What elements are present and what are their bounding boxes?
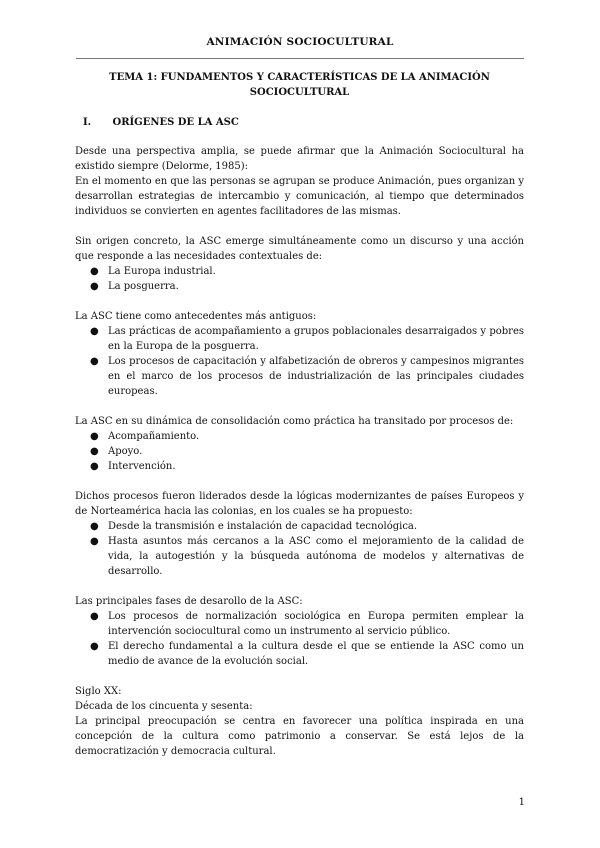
running-header: ANIMACIÓN SOCIOCULTURAL (206, 36, 394, 48)
paragraph: Sin origen concreto, la ASC emerge simultáneamente como un discurso y una acción que responde a las necesidades contextuales de: (75, 236, 524, 262)
document-body (75, 70, 524, 759)
list-item: ● Intervención. (90, 461, 176, 472)
list-item: ● Apoyo. (90, 446, 143, 457)
list-item: ● La Europa industrial. (90, 266, 216, 277)
paragraph: La ASC tiene como antecedentes más antiguos: (75, 311, 317, 322)
list-item: ● Hasta asuntos más cercanos a la ASC como el mejoramiento de la calidad de vida, la autogestión y la búsqueda autónoma de modelos y alternativas de desarrollo. (90, 536, 524, 577)
header-divider (76, 58, 524, 59)
bullet-list (75, 264, 524, 294)
bullet-list (75, 609, 524, 669)
page-number: 1 (518, 797, 525, 808)
section-number: I. (83, 117, 92, 128)
bullet-icon: ● (90, 431, 99, 442)
bullet-list (75, 519, 524, 579)
bullet-icon: ● (90, 461, 99, 472)
bullet-list (75, 324, 524, 399)
bullet-icon: ● (90, 326, 99, 337)
bullet-icon: ● (90, 521, 99, 532)
list-item: ● Los procesos de normalización sociológica en Europa permiten emplear la intervención sociocultural como un instrumento al servicio público. (90, 611, 524, 637)
paragraph: Década de los cincuenta y sesenta: (75, 701, 253, 712)
list-item: ● Acompañamiento. (90, 431, 200, 442)
bullet-icon: ● (90, 611, 99, 622)
paragraph: En el momento en que las personas se agrupan se produce Animación, pues organizan y desarrollan estrategias de intercambio y comunicación, al tiempo que determinados individuos se convierten en agentes facilitadores de las mismas. (75, 176, 524, 217)
bullet-icon: ● (90, 536, 99, 547)
bullet-icon: ● (90, 641, 99, 652)
paragraph: Siglo XX: (75, 686, 122, 697)
bullet-icon: ● (90, 356, 99, 367)
bullet-icon: ● (90, 266, 99, 277)
paragraph: Las principales fases de desarollo de la ASC: (75, 596, 303, 607)
paragraph: Desde una perspectiva amplia, se puede afirmar que la Animación Sociocultural ha existido siempre (Delorme, 1985): (75, 146, 524, 172)
list-item: ● Desde la transmisión e instalación de capacidad tecnológica. (90, 521, 418, 532)
paragraph: La ASC en su dinámica de consolidación como práctica ha transitado por procesos de: (75, 416, 514, 427)
list-item: ● La posguerra. (90, 281, 179, 292)
section-heading (75, 115, 524, 130)
chapter-title: TEMA 1: FUNDAMENTOS Y CARACTERÍSTICAS DE LA ANIMACIÓN SOCIOCULTURAL (109, 72, 490, 98)
list-item: ● El derecho fundamental a la cultura desde el que se entiende la ASC como un medio de avance de la evolución social. (90, 641, 524, 667)
bullet-list (75, 429, 524, 474)
bullet-icon: ● (90, 281, 99, 292)
paragraph: La principal preocupación se centra en favorecer una política inspirada en una concepción de la cultura como patrimonio a conservar. Se está lejos de la democratización y democracia cultural. (75, 716, 524, 757)
list-item: ● Las prácticas de acompañamiento a grupos poblacionales desarraigados y pobres en la Europa de la posguerra. (90, 326, 524, 352)
list-item: ● Los procesos de capacitación y alfabetización de obreros y campesinos migrantes en el marco de los procesos de industrialización de las principales ciudades europeas. (90, 356, 524, 397)
section-title: ORÍGENES DE LA ASC (112, 117, 239, 128)
bullet-icon: ● (90, 446, 99, 457)
paragraph: Dichos procesos fueron liderados desde la lógicas modernizantes de países Europeos y de Norteamérica hacia las colonias, en los cuales se ha propuesto: (75, 491, 524, 517)
